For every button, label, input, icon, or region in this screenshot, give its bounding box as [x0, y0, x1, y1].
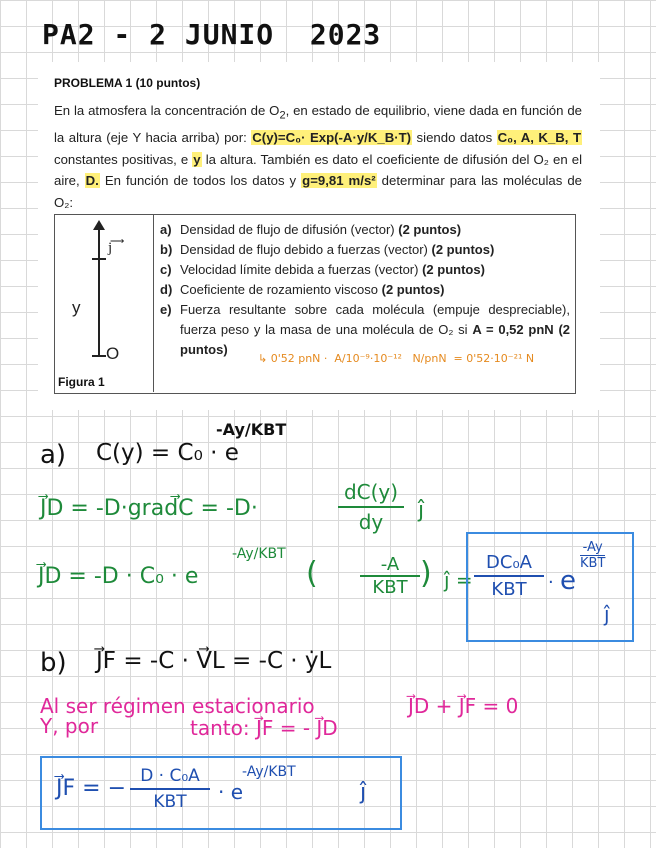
fraction-denominator: KBT [372, 577, 408, 598]
item-points: (2 puntos) [422, 262, 485, 277]
statement-subscript: 2 [279, 109, 286, 122]
y-axis-arrow-icon [93, 220, 105, 230]
item-text [180, 300, 570, 360]
fraction-denominator: KBT [491, 579, 527, 600]
item-description: Fuerza resultante sobre cada molécula (empuje despreciable), fuerza peso y la masa de una molécula de O₂ si [180, 302, 570, 337]
list-item [160, 300, 570, 360]
unit-vector-j: ĵ [360, 780, 367, 805]
item-points: (2 puntos) [431, 242, 495, 257]
force-flux-fraction [130, 766, 210, 812]
force-flux-equation: J⃗F = -C · V⃗L = -C · ẏL [96, 648, 332, 674]
fraction-numerator: D · C₀A [130, 766, 210, 790]
item-text [180, 260, 570, 280]
statement-part: la altura. También es dato el coeficiente de difusión del O₂ en el aire, [54, 151, 582, 189]
axis-label: y [72, 298, 81, 317]
item-description: Velocidad límite debida a fuerzas (vector) [180, 262, 423, 277]
item-letter: c) [160, 262, 172, 277]
derivative-factor-fraction [360, 554, 420, 598]
item-text [180, 220, 570, 240]
statement-part: , en estado de equilibrio, viene dada en función de la altura (eje Y hacia arriba) por: [54, 103, 582, 146]
highlight-formula: C(y)=C₀· Exp(-A·y/K_B·T) [252, 130, 412, 146]
statement-part: En la atmosfera la concentración de O [54, 103, 280, 118]
steady-state-note: Y, por [40, 714, 99, 738]
handwritten-unit-note: ↳ 0'52 pnN · A/10⁻⁹·10⁻¹² N/pnN = 0'52·10⁻²¹ N [258, 352, 535, 365]
diffusion-exponent: -Ay/KBT [232, 546, 286, 562]
exponential-base: e [560, 566, 576, 596]
item-letter: d) [160, 282, 173, 297]
item-description: Coeficiente de rozamiento viscoso [180, 282, 382, 297]
exponent-numerator: -Ay [580, 540, 605, 556]
axis-tick-top [92, 258, 106, 260]
exponent-denominator: KBT [580, 556, 606, 571]
multiply-dot: · [548, 572, 554, 593]
page-title: PA2 - 2 JUNIO 2023 [42, 18, 382, 51]
statement-part: siendo datos [412, 130, 497, 146]
item-text [180, 280, 570, 300]
force-flux-exponent: -Ay/KBT [242, 764, 296, 780]
axis-tick-bottom [92, 355, 106, 357]
highlight-D: D. [85, 173, 99, 189]
open-paren: ( [306, 556, 318, 591]
item-letter: a) [160, 222, 172, 237]
section-b-label: b) [40, 648, 67, 678]
highlight-constants: C₀, A, K_B, T [497, 130, 582, 146]
derivative-fraction [338, 480, 404, 534]
statement-part: determinar para las moléculas de O₂: [54, 173, 583, 210]
vector-arrow-icon: ⟶ [110, 236, 125, 247]
section-a-label: a) [40, 440, 67, 470]
figure-caption: Figura 1 [58, 375, 105, 389]
highlight-g: g=9,81 m/s² [302, 173, 376, 189]
diffusion-flux-line1: J⃗D = -D·grad⃗C = -D· [40, 496, 258, 521]
item-points: (2 puntos) [381, 282, 445, 297]
list-item [160, 280, 570, 300]
unit-vector-j: ĵ [418, 498, 425, 523]
unit-vector-j: ĵ = [444, 568, 473, 592]
unit-vector-j: ĵ [604, 602, 610, 626]
fraction-numerator: -A [360, 554, 420, 577]
statement-part: En función de todos los datos y [99, 173, 302, 189]
fraction-numerator: DC₀A [474, 552, 544, 577]
highlight-y: y [193, 151, 201, 167]
vector-label: j [108, 240, 113, 256]
statement-part: constantes positivas, e [54, 151, 193, 167]
item-description: Densidad de flujo debido a fuerzas (vector) [180, 242, 432, 257]
exponential-base: · e [218, 780, 244, 804]
force-flux-lhs: J⃗F = − [56, 776, 126, 801]
concentration-exponent: -Ay/KBT [216, 420, 287, 439]
item-text [180, 240, 570, 260]
close-paren: ) [420, 556, 432, 591]
list-item [160, 260, 570, 280]
list-item [160, 220, 570, 240]
fraction-denominator: dy [358, 510, 384, 534]
concentration-equation: C(y) = C₀ · e [96, 440, 239, 466]
fraction-numerator: dC(y) [338, 480, 404, 508]
figure-cell [54, 214, 154, 392]
diffusion-flux-line2: J⃗D = -D · C₀ · e [38, 564, 199, 589]
y-axis-line [98, 226, 100, 356]
list-item [160, 240, 570, 260]
origin-label: O [106, 344, 120, 363]
item-points: (2 puntos) [398, 222, 462, 237]
steady-state-note: Al ser régimen estacionario [40, 694, 315, 718]
problem-statement [54, 100, 582, 213]
item-letter: b) [160, 242, 173, 257]
items-list [160, 220, 570, 360]
steady-state-equation: J⃗D + J⃗F = 0 [408, 694, 519, 718]
result-a-exponent [580, 540, 605, 571]
result-a-fraction [474, 552, 544, 600]
item-letter: e) [160, 302, 172, 317]
fraction-denominator: KBT [153, 792, 187, 812]
item-points: A = 0,52 pnN (2 puntos) [180, 322, 570, 357]
problem-heading: PROBLEMA 1 (10 puntos) [54, 76, 201, 90]
steady-state-note: tanto: J⃗F = - J⃗D [190, 716, 338, 740]
item-description: Densidad de flujo de difusión (vector) [180, 222, 399, 237]
